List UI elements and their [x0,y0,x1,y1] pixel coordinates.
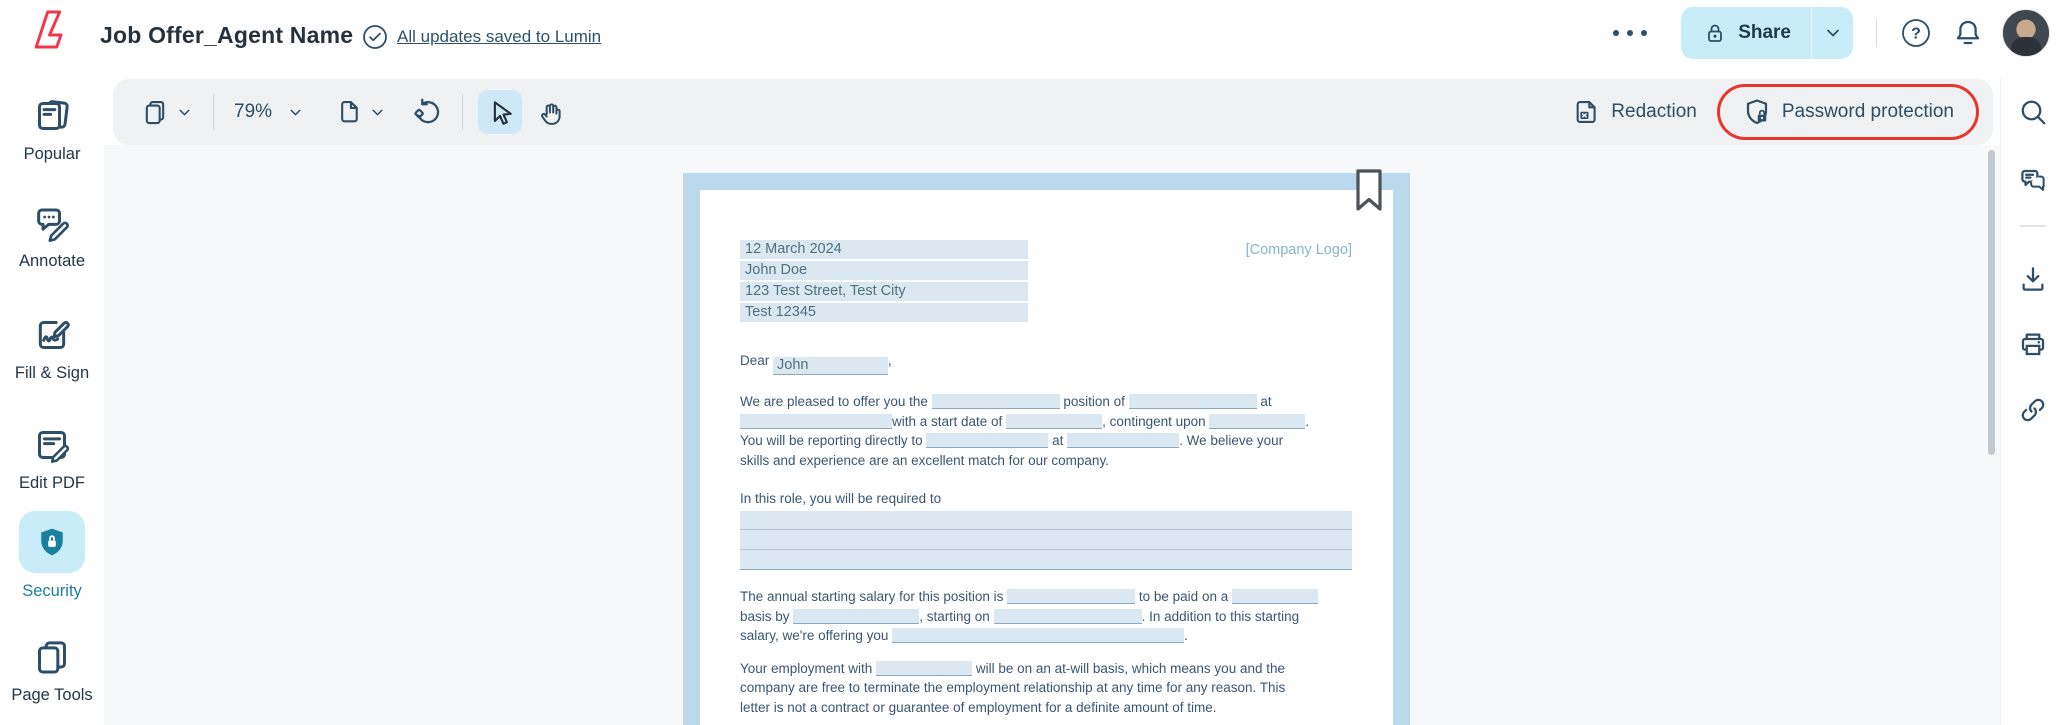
doc-line: We are pleased to offer you the position of at [740,394,1272,409]
doc-line: Dear John , [740,353,892,373]
form-field[interactable]: 123 Test Street, Test City [740,282,1028,301]
zoom-control[interactable] [226,95,312,129]
form-field[interactable] [1232,589,1318,604]
print-button[interactable] [2011,322,2055,366]
annotation-highlight [1717,84,1979,140]
form-field[interactable]: John Doe [740,261,1028,280]
form-field[interactable] [926,433,1048,448]
share-button-group [1681,7,1853,59]
saved-status-link[interactable]: All updates saved to Lumin [397,27,602,46]
page-fit-control[interactable] [326,92,394,132]
popular-icon [32,96,72,136]
form-field[interactable] [994,609,1142,624]
lock-icon [1703,21,1727,45]
document-title: Job Offer_Agent Name [100,22,354,48]
select-tool-button[interactable] [478,90,522,134]
form-field[interactable] [932,394,1060,409]
form-field[interactable] [892,628,1184,643]
fill-sign-icon [32,315,72,355]
password-protection-button[interactable] [1730,89,1966,135]
sidebar-item-popular[interactable]: Popular [0,96,104,164]
app-header [0,0,2064,79]
sidebar-item-annotate[interactable]: Annotate [0,203,104,271]
doc-line: Your employment with will be on an at-will basis, which means you and the [740,660,1285,676]
link-button[interactable] [2011,388,2055,432]
search-button[interactable] [2011,90,2055,134]
sidebar-item-edit-pdf[interactable]: Edit PDF [0,425,104,493]
page-thumbnails-button[interactable] [133,92,201,132]
page-selection-frame [683,173,1410,725]
bookmark-icon[interactable] [1351,168,1387,212]
password-protection-label: Password protection [1781,101,1954,122]
lumin-logo[interactable] [28,7,76,55]
share-label: Share [1738,22,1791,43]
sidebar-item-security[interactable]: Security [0,511,104,601]
doc-line: skills and experience are an excellent match for our company. [740,452,1109,468]
form-field[interactable] [1129,394,1257,409]
redaction-button[interactable] [1561,90,1709,134]
form-field[interactable] [1209,414,1305,429]
form-field[interactable]: John [773,357,888,375]
vertical-scrollbar[interactable] [1988,150,1995,455]
doc-line: company are free to terminate the employment relationship at any time for any reason. This [740,680,1286,695]
saved-check-icon [362,24,388,50]
share-button[interactable] [1681,7,1811,59]
editor-toolbar [113,79,1993,145]
left-sidebar [0,79,104,725]
form-field[interactable] [1067,433,1179,448]
doc-line: You will be reporting directly to at . We believe your [740,433,1284,448]
more-options-button[interactable] [1613,30,1647,36]
right-rail-divider [2020,225,2046,227]
letter-content [740,234,1352,717]
paragraph [740,392,1352,470]
form-field[interactable] [876,661,972,676]
doc-line: In this role, you will be required to [740,491,942,506]
form-field[interactable] [1007,589,1135,604]
download-button[interactable] [2011,257,2055,301]
zoom-value: 79% [234,101,273,122]
redaction-label: Redaction [1611,101,1697,122]
form-field[interactable] [793,609,919,624]
company-logo-placeholder: [Company Logo] [1245,242,1352,258]
rotate-button[interactable] [404,91,450,133]
annotate-icon [32,203,72,243]
form-field[interactable] [740,414,892,429]
form-field[interactable]: Test 12345 [740,303,1028,322]
hand-tool-button[interactable] [528,90,572,134]
form-field[interactable] [1006,414,1102,429]
security-icon [19,511,85,573]
sidebar-item-page-tools[interactable]: Page Tools [0,637,104,705]
comments-button[interactable] [2011,159,2055,203]
right-rail [2000,79,2064,725]
toolbar-divider [462,94,463,130]
sidebar-item-fill-sign[interactable]: Fill & Sign [0,315,104,383]
document-canvas [104,145,2000,725]
help-button[interactable] [1898,15,1934,51]
doc-line: with a start date of , contingent upon . [740,412,1352,432]
svg-text:?: ? [1911,25,1921,43]
paragraph [740,489,1352,509]
header-divider [1876,19,1877,47]
pdf-page[interactable] [700,190,1393,725]
form-field-multiline[interactable] [740,511,1352,571]
doc-line: The annual starting salary for this position is to be paid on a [740,587,1352,607]
form-field[interactable]: 12 March 2024 [740,240,1028,259]
paragraph [740,351,1352,375]
toolbar-divider [213,94,214,130]
doc-line: salary, we're offering you . [740,628,1188,643]
doc-line: letter is not a contract or guarantee of employment for a definite amount of time. [740,699,1217,715]
paragraph [740,659,1352,718]
doc-line: basis by , starting on . In addition to this starting [740,608,1300,624]
paragraph [740,587,1352,646]
edit-pdf-icon [32,425,72,465]
share-dropdown-button[interactable] [1811,7,1853,59]
notifications-button[interactable] [1950,15,1986,51]
user-avatar[interactable] [2002,9,2050,57]
page-tools-icon [32,637,72,677]
